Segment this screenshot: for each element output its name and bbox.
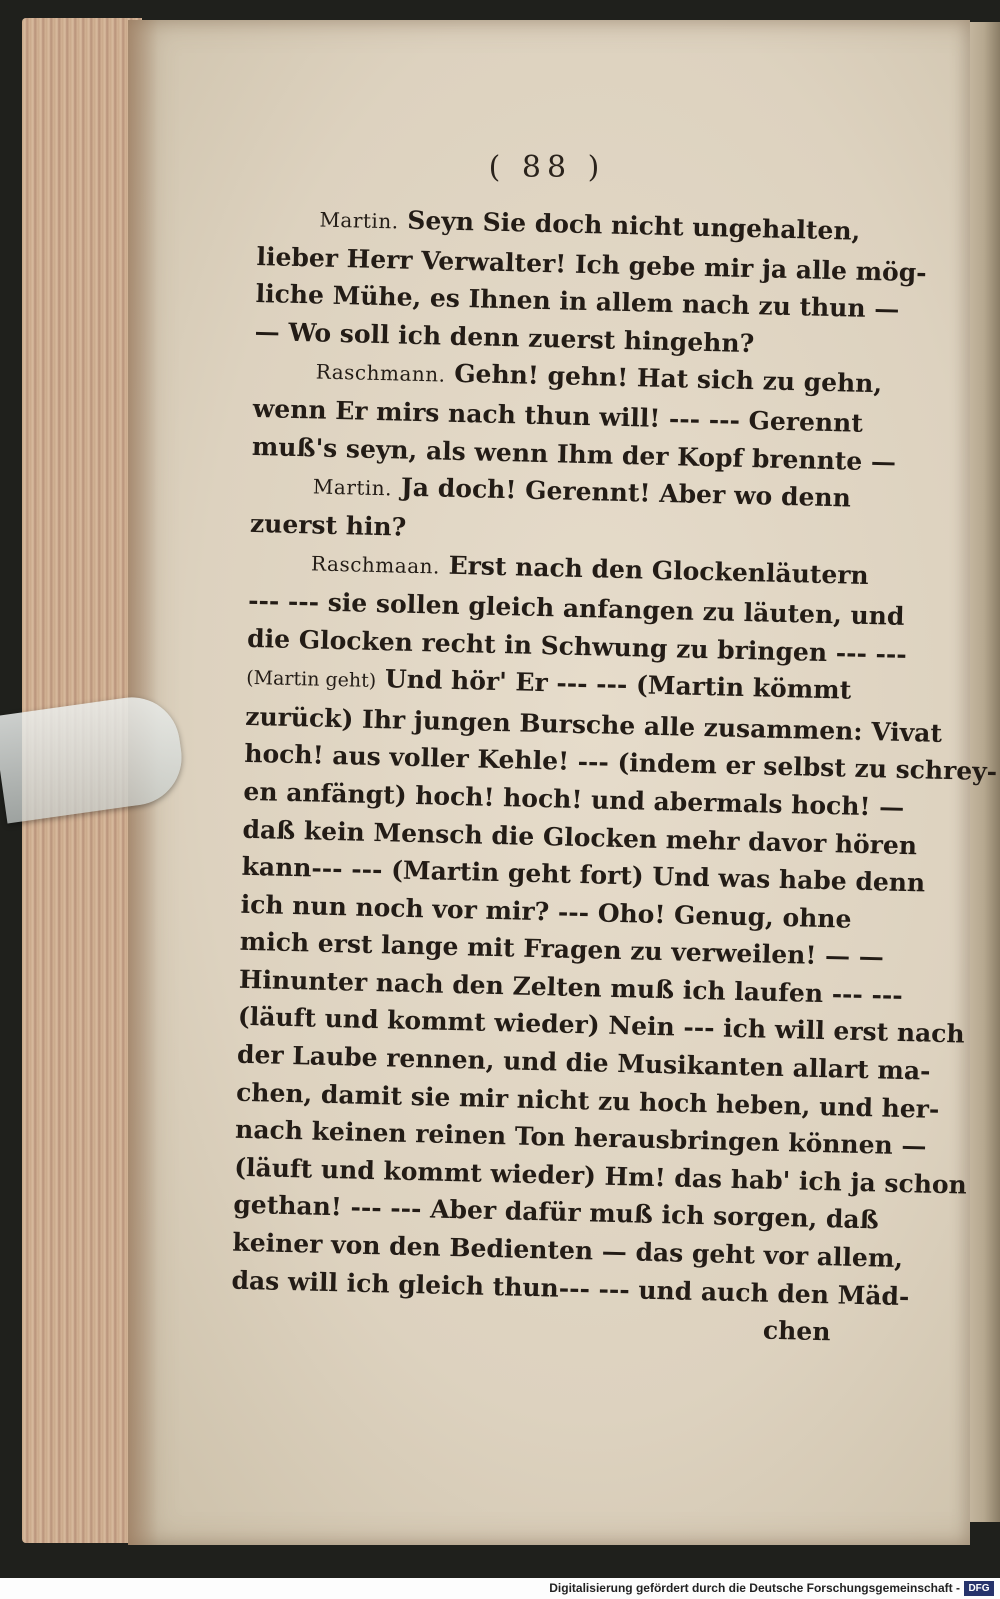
line-text: der Laube rennen, und die Musikanten allart ma- [236, 1039, 931, 1086]
speaker-name: Martin. [312, 474, 393, 501]
speaker-name: Raschmann. [315, 359, 446, 388]
line-text: liche Mühe, es Ihnen in allem nach zu thun — [255, 279, 900, 324]
funding-credit: Digitalisierung gefördert durch die Deutsche Forschungsgemeinschaft - [549, 1581, 960, 1595]
speaker-name: Martin. [319, 207, 399, 234]
line-text: Hinunter nach den Zelten muß ich laufen --- --- [238, 964, 904, 1010]
line-text: kann--- --- (Martin geht fort) Und was habe denn [241, 851, 926, 898]
speaker-name: Raschmaan. [310, 551, 441, 579]
stage-direction: (Martin geht) [246, 666, 377, 693]
line-text: ich nun noch vor mir? --- Oho! Genug, ohne [240, 889, 852, 934]
line-text: die Glocken recht in Schwung zu bringen --- --- [246, 623, 908, 669]
dfg-logo-icon: DFG [964, 1581, 994, 1596]
line-text: nach keinen reinen Ton herausbringen können — [234, 1114, 927, 1161]
page-text [230, 198, 998, 1351]
line-text: chen [762, 1315, 831, 1347]
line-text: chen, damit sie mir nicht zu hoch heben, und her- [235, 1077, 940, 1124]
footer-bar [0, 1578, 1000, 1599]
line-text: --- --- sie sollen gleich anfangen zu läuten, und [247, 585, 905, 631]
line-text: Ja doch! Gerennt! Aber wo denn [400, 472, 852, 513]
line-text: zuerst hin? [249, 508, 407, 542]
book-page [128, 20, 998, 1545]
line-text: keiner von den Bedienten — das geht vor allem, [232, 1227, 904, 1274]
line-text: Seyn Sie doch nicht ungehalten, [407, 205, 861, 246]
line-text: mich erst lange mit Fragen zu verweilen! — — [239, 927, 885, 972]
line-text: en anfängt) hoch! hoch! und abermals hoch! — [243, 776, 905, 822]
line-text: lieber Herr Verwalter! Ich gebe mir ja alle mög- [256, 241, 928, 287]
line-text: Erst nach den Glockenläutern [448, 551, 869, 591]
line-text: Und hör' Er --- --- (Martin kömmt [384, 664, 852, 705]
line-text: Gehn! gehn! Hat sich zu gehn, [453, 359, 883, 399]
line-text: daß kein Mensch die Glocken mehr davor hören [242, 814, 918, 860]
line-text: wenn Er mirs nach thun will! --- --- Gerennt [252, 393, 864, 438]
line-text: — Wo soll ich denn zuerst hingehn? [254, 316, 755, 358]
line-text: das will ich gleich thun--- --- und auch den Mäd- [231, 1265, 910, 1311]
line-text: hoch! aus voller Kehle! --- (indem er selbst zu schrey- [244, 739, 998, 787]
line-text: muß's seyn, als wenn Ihm der Kopf brennte — [251, 431, 897, 477]
page-number: ( 88 ) [488, 150, 606, 185]
line-text: gethan! --- --- Aber dafür muß ich sorgen, daß [233, 1190, 880, 1235]
line-text: zurück) Ihr jungen Bursche alle zusammen: Vivat [244, 701, 943, 748]
line-text: (läuft und kommt wieder) Nein --- ich will erst nach [237, 1002, 966, 1049]
line-text: (läuft und kommt wieder) Hm! das hab' ich ja schon [233, 1152, 968, 1200]
